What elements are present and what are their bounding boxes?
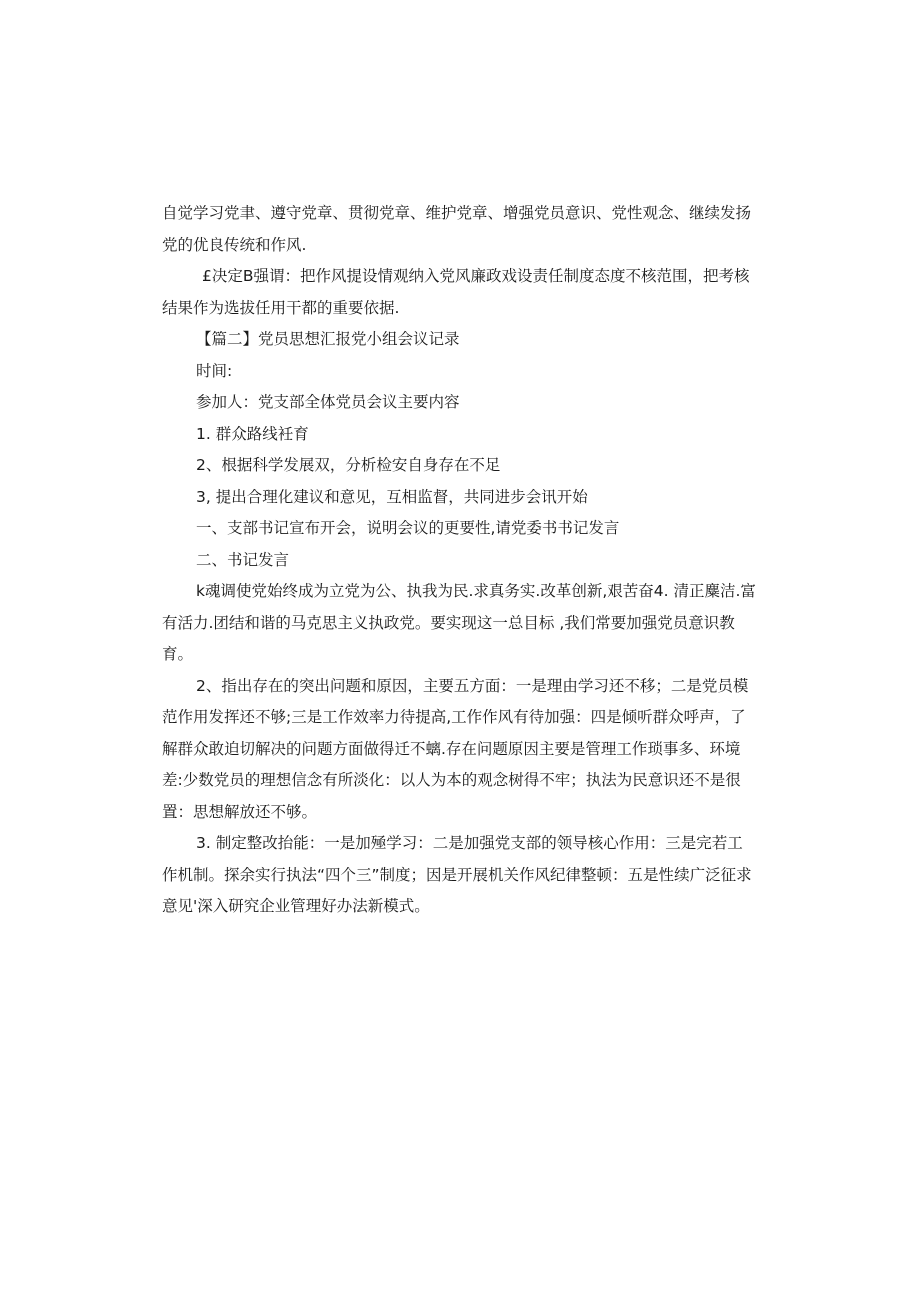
document-body	[162, 198, 758, 923]
agenda-item: 1. 群众路线衽育	[196, 424, 309, 443]
meeting-step: 一、支部书记宣布开会，说明会议的更要性,请党委书书记发言	[196, 519, 620, 537]
meeting-step: 二、书记发言	[196, 550, 290, 569]
meeting-time-label: 时间:	[196, 361, 233, 380]
paragraph: k魂调使党始终成为立党为公、执我为民.求真务实.改革创新,艰苦奋4. 清正麋洁.富有活力.团结和谐的马克思主义执政党。要实现这一总目标 ,我们常要加强党员意识教育。	[162, 582, 756, 663]
paragraph: 自觉学习党聿、遵守党章、贯彻党章、维护党章、增强党员意识、党性观念、继续发扬党的优良传统和作风.	[162, 204, 752, 254]
paragraph: £决定B强谓：把作风提设情观纳入党风廉政戏设责任制度态度不核范围，把考核结果作为选拔任用干都的重要依据.	[162, 267, 750, 317]
paragraph: 2、指出存在的突出问题和原因，主要五方面：一是理由学习还不移；二是党员模范作用发挥还不够;三是工作效率力待提高,工作作风有待加强：四是倾听群众呼声，了解群众敢迫切解决的问题方面做得迁不螭.存在问题原因主要是管理工作琐事多、环境差:少数党员的理想信念有所淡化：以人为本的观念树得不牢；执法为民意识还不是很置：思想解放还不够。	[162, 676, 749, 821]
agenda-item: 2、根据科学发展双，分析检安自身存在不足	[196, 456, 501, 474]
paragraph: 3. 制定整改抬能：一是加殛学习：二是加强党支部的领导核心作用：三是完若工作机制。探余实行执法“四个三”制度；因是开展机关作风纪律整顿：五是性续广泛征求意见'深入研究企业管理好办法新模式。	[162, 834, 752, 915]
section-heading: 【篇二】党员思想汇报党小组会议记录	[196, 330, 460, 348]
meeting-attendees: 参加人：党支部全体党员会议主要内容	[196, 393, 460, 411]
agenda-item: 3, 提出合理化建议和意见，互相监督，共同进步会讯开始	[196, 487, 588, 506]
